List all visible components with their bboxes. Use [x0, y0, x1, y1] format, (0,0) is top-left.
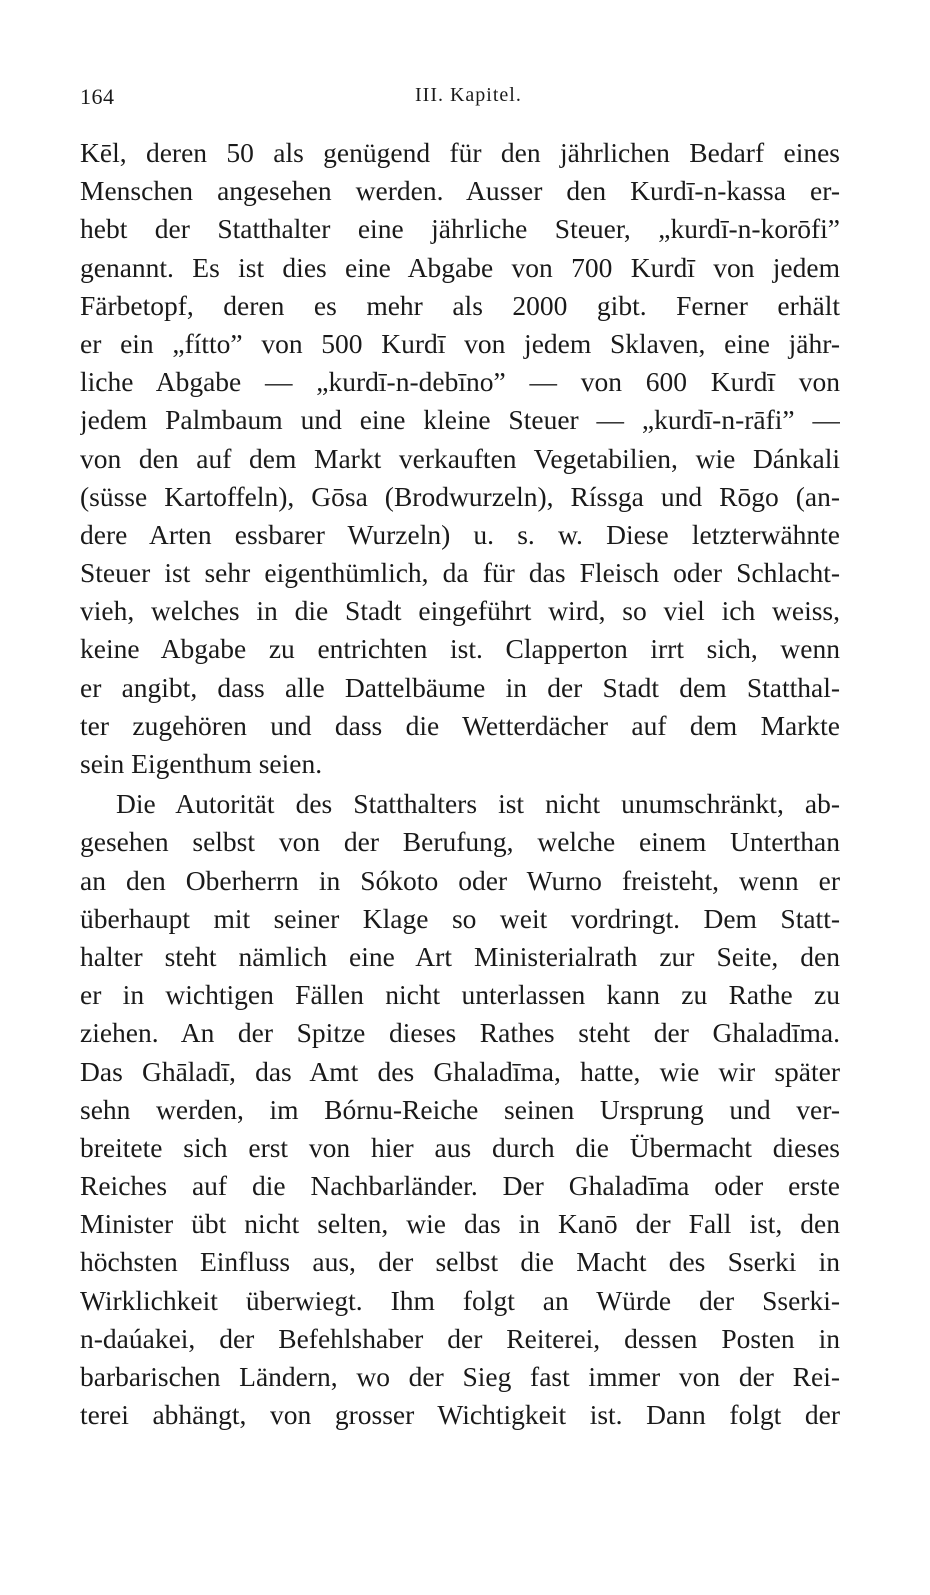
running-head — [80, 84, 840, 114]
text-line: hebt der Statthalter eine jährliche Steuer, „kurdī-n-korōfi” — [80, 213, 840, 245]
text-line: (süsse Kartoffeln), Gōsa (Brodwurzeln), Ríssga und Rōgo (an- — [80, 480, 840, 512]
text-line: vieh, welches in die Stadt eingeführt wird, so viel ich weiss, — [80, 595, 840, 627]
text-line: an den Oberherrn in Sókoto oder Wurno freisteht, wenn er — [80, 864, 840, 896]
text-line: keine Abgabe zu entrichten ist. Clapperton irrt sich, wenn — [80, 633, 840, 665]
text-line: halter steht nämlich eine Art Ministerialrath zur Seite, den — [80, 940, 840, 972]
text-line: gesehen selbst von der Berufung, welche einem Unterthan — [80, 826, 840, 858]
paragraph-1 — [80, 134, 840, 783]
text-line: ter zugehören und dass die Wetterdächer auf dem Markte — [80, 709, 840, 741]
text-line: er ein „fítto” von 500 Kurdī von jedem Sklaven, eine jähr- — [80, 327, 840, 359]
text-line: Menschen angesehen werden. Ausser den Kurdī-n-kassa er- — [80, 175, 840, 207]
text-line: Wirklichkeit überwiegt. Ihm folgt an Würde der Sserki- — [80, 1284, 840, 1316]
body-text — [80, 134, 840, 1434]
text-line: überhaupt mit seiner Klage so weit vordringt. Dem Statt- — [80, 902, 840, 934]
text-line: liche Abgabe — „kurdī-n-debīno” — von 600 Kurdī von — [80, 366, 840, 398]
text-line: n-daúakei, der Befehlshaber der Reiterei, dessen Posten in — [80, 1322, 840, 1354]
text-line: Steuer ist sehr eigenthümlich, da für das Fleisch oder Schlacht- — [80, 557, 840, 589]
paragraph-2 — [80, 785, 840, 1434]
text-line: ziehen. An der Spitze dieses Rathes steht der Ghaladīma. — [80, 1017, 840, 1049]
text-line: sehn werden, im Bórnu-Reiche seinen Ursprung und ver- — [80, 1093, 840, 1125]
text-line: Die Autorität des Statthalters ist nicht unumschränkt, ab- — [116, 788, 840, 820]
text-line: terei abhängt, von grosser Wichtigkeit ist. Dann folgt der — [80, 1399, 840, 1431]
text-line: genannt. Es ist dies eine Abgabe von 700 Kurdī von jedem — [80, 251, 840, 283]
page-number: 164 — [80, 84, 115, 109]
text-line: barbarischen Ländern, wo der Sieg fast immer von der Rei- — [80, 1361, 840, 1392]
text-line: Minister übt nicht selten, wie das in Kanō der Fall ist, den — [80, 1208, 840, 1240]
text-line: breitete sich erst von hier aus durch die Übermacht dieses — [80, 1131, 840, 1163]
text-line: er in wichtigen Fällen nicht unterlassen kann zu Rathe zu — [80, 979, 840, 1011]
text-line: er angibt, dass alle Dattelbäume in der Stadt dem Statthal- — [80, 671, 840, 703]
text-line: höchsten Einfluss aus, der selbst die Macht des Sserki in — [80, 1246, 840, 1278]
text-line: Reiches auf die Nachbarländer. Der Ghaladīma oder erste — [80, 1170, 840, 1202]
text-line: sein Eigenthum seien. — [80, 748, 323, 779]
text-line: Das Ghāladī, das Amt des Ghaladīma, hatte, wie wir später — [80, 1055, 840, 1087]
text-line: jedem Palmbaum und eine kleine Steuer — „kurdī-n-rāfi” — — [80, 404, 840, 436]
text-line: Kēl, deren 50 als genügend für den jährlichen Bedarf eines — [80, 137, 840, 168]
text-line: dere Arten essbarer Wurzeln) u. s. w. Diese letzterwähnte — [80, 518, 840, 550]
text-line: von den auf dem Markt verkauften Vegetabilien, wie Dánkali — [80, 442, 840, 474]
chapter-title: III. Kapitel. — [415, 84, 522, 106]
text-line: Färbetopf, deren es mehr als 2000 gibt. Ferner erhält — [80, 289, 840, 321]
